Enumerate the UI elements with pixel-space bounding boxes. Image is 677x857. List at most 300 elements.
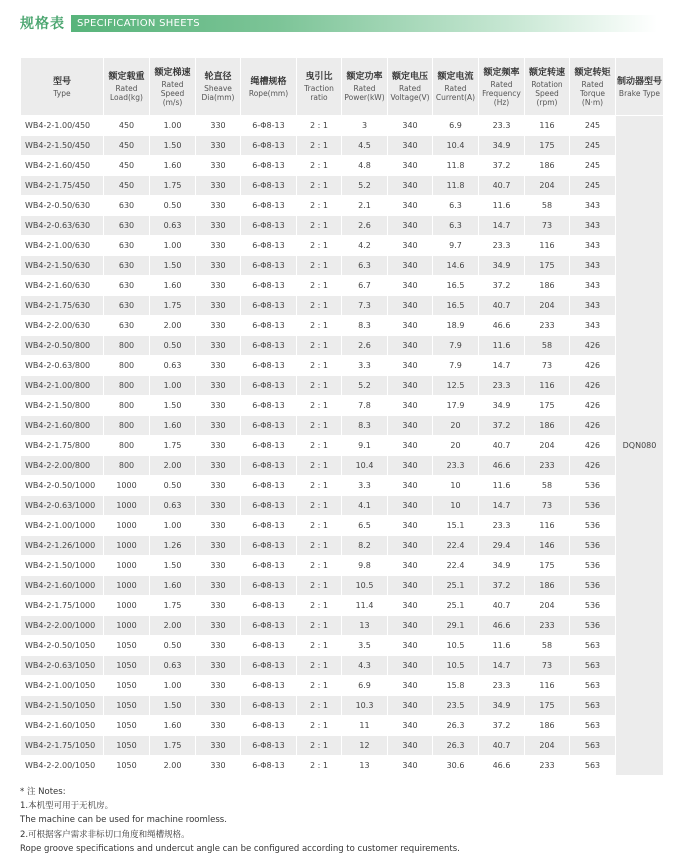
table-cell: 4.1 xyxy=(342,496,388,516)
table-cell: 330 xyxy=(196,656,241,676)
table-cell: 6-Φ8-13 xyxy=(241,196,297,216)
table-cell: 1.00 xyxy=(150,236,196,256)
table-cell: 2 : 1 xyxy=(297,256,342,276)
table-cell: 2 : 1 xyxy=(297,536,342,556)
table-cell: WB4-2-1.60/630 xyxy=(21,276,104,296)
table-row xyxy=(21,176,664,196)
table-cell: 23.5 xyxy=(433,696,479,716)
table-cell: 8.2 xyxy=(342,536,388,556)
table-row xyxy=(21,616,664,636)
table-cell: 58 xyxy=(525,636,570,656)
table-cell: 22.4 xyxy=(433,536,479,556)
table-cell: 1000 xyxy=(104,516,150,536)
table-cell: 1.50 xyxy=(150,396,196,416)
table-cell: 340 xyxy=(388,336,433,356)
table-cell: 116 xyxy=(525,516,570,536)
table-cell: 630 xyxy=(104,276,150,296)
table-cell: 340 xyxy=(388,576,433,596)
table-cell: 40.7 xyxy=(479,436,525,456)
table-cell: 800 xyxy=(104,436,150,456)
table-cell: 630 xyxy=(104,316,150,336)
table-cell: 40.7 xyxy=(479,296,525,316)
table-cell: 343 xyxy=(570,296,616,316)
table-cell: WB4-2-1.60/450 xyxy=(21,156,104,176)
spec-table xyxy=(20,57,664,776)
table-cell: 2 : 1 xyxy=(297,656,342,676)
table-cell: 330 xyxy=(196,336,241,356)
table-cell: 6.3 xyxy=(433,216,479,236)
table-cell: 11.6 xyxy=(479,636,525,656)
table-cell: 1000 xyxy=(104,576,150,596)
page-header xyxy=(20,10,657,36)
table-cell: 5.2 xyxy=(342,176,388,196)
table-cell: WB4-2-1.00/1000 xyxy=(21,516,104,536)
table-cell: 30.6 xyxy=(433,756,479,776)
table-cell: WB4-2-1.50/630 xyxy=(21,256,104,276)
table-cell: 1.75 xyxy=(150,596,196,616)
table-cell: 1.60 xyxy=(150,156,196,176)
table-cell: 340 xyxy=(388,136,433,156)
table-cell: 17.9 xyxy=(433,396,479,416)
table-cell: 6-Φ8-13 xyxy=(241,316,297,336)
table-cell: 536 xyxy=(570,536,616,556)
table-cell: 0.50 xyxy=(150,636,196,656)
table-cell: 330 xyxy=(196,596,241,616)
table-cell: 2 : 1 xyxy=(297,756,342,776)
table-cell: 1.60 xyxy=(150,576,196,596)
table-cell: 10.5 xyxy=(433,656,479,676)
table-cell: 330 xyxy=(196,376,241,396)
table-cell: 6-Φ8-13 xyxy=(241,156,297,176)
column-header xyxy=(241,58,297,116)
title-band xyxy=(71,15,657,32)
table-cell: 29.1 xyxy=(433,616,479,636)
column-header-cn: 轮直径 xyxy=(204,72,232,82)
table-cell: 46.6 xyxy=(479,456,525,476)
table-cell: 186 xyxy=(525,276,570,296)
table-cell: 7.9 xyxy=(433,356,479,376)
table-cell: 46.6 xyxy=(479,316,525,336)
table-cell: 340 xyxy=(388,436,433,456)
table-cell: 6-Φ8-13 xyxy=(241,416,297,436)
notes xyxy=(20,785,660,856)
table-row xyxy=(21,536,664,556)
table-cell: WB4-2-0.63/630 xyxy=(21,216,104,236)
table-cell: 73 xyxy=(525,356,570,376)
table-cell: 450 xyxy=(104,116,150,136)
table-cell: 12 xyxy=(342,736,388,756)
table-cell: 245 xyxy=(570,136,616,156)
table-cell: 450 xyxy=(104,136,150,156)
table-cell: WB4-2-1.75/800 xyxy=(21,436,104,456)
table-cell: 340 xyxy=(388,516,433,536)
table-row xyxy=(21,396,664,416)
table-cell: 343 xyxy=(570,196,616,216)
table-cell: 330 xyxy=(196,136,241,156)
table-cell: 330 xyxy=(196,756,241,776)
column-header-en: Rated Torque (N·m) xyxy=(580,79,605,107)
table-row xyxy=(21,356,664,376)
table-cell: 2 : 1 xyxy=(297,456,342,476)
table-cell: 1050 xyxy=(104,716,150,736)
table-cell: 330 xyxy=(196,236,241,256)
table-cell: 330 xyxy=(196,676,241,696)
table-row xyxy=(21,676,664,696)
column-header-cn: 制动器型号 xyxy=(617,76,663,87)
table-cell: 11.4 xyxy=(342,596,388,616)
table-cell: 58 xyxy=(525,476,570,496)
table-cell: 46.6 xyxy=(479,756,525,776)
table-cell: 2 : 1 xyxy=(297,396,342,416)
table-cell: 340 xyxy=(388,156,433,176)
table-cell: 426 xyxy=(570,436,616,456)
table-cell: 3.5 xyxy=(342,636,388,656)
column-header-en: Sheave Dia(mm) xyxy=(201,84,235,102)
table-cell: WB4-2-0.50/1050 xyxy=(21,636,104,656)
table-cell: 536 xyxy=(570,556,616,576)
table-row xyxy=(21,156,664,176)
table-cell: 6-Φ8-13 xyxy=(241,596,297,616)
table-cell: 6-Φ8-13 xyxy=(241,256,297,276)
table-cell: 800 xyxy=(104,356,150,376)
table-cell: 116 xyxy=(525,376,570,396)
brake-type-cell: DQN080 xyxy=(616,116,664,776)
column-header-cn: 额定转矩 xyxy=(574,67,611,78)
table-cell: 343 xyxy=(570,316,616,336)
table-cell: 23.3 xyxy=(479,236,525,256)
table-cell: 0.63 xyxy=(150,216,196,236)
table-cell: 1000 xyxy=(104,496,150,516)
table-cell: 330 xyxy=(196,476,241,496)
table-cell: 563 xyxy=(570,676,616,696)
table-cell: 1.50 xyxy=(150,256,196,276)
table-cell: 6-Φ8-13 xyxy=(241,696,297,716)
table-cell: 175 xyxy=(525,696,570,716)
table-cell: 11.8 xyxy=(433,176,479,196)
table-cell: 0.63 xyxy=(150,656,196,676)
table-cell: 116 xyxy=(525,236,570,256)
table-cell: 1050 xyxy=(104,696,150,716)
table-cell: 340 xyxy=(388,556,433,576)
column-header-cn: 额定电流 xyxy=(437,72,474,82)
column-header xyxy=(479,58,525,116)
table-cell: 343 xyxy=(570,256,616,276)
table-cell: 233 xyxy=(525,756,570,776)
column-header xyxy=(196,58,241,116)
table-cell: 6-Φ8-13 xyxy=(241,356,297,376)
table-cell: 14.7 xyxy=(479,656,525,676)
table-cell: 2 : 1 xyxy=(297,296,342,316)
table-cell: WB4-2-2.00/800 xyxy=(21,456,104,476)
table-row xyxy=(21,696,664,716)
table-cell: 11.8 xyxy=(433,156,479,176)
table-cell: 73 xyxy=(525,216,570,236)
table-cell: 6-Φ8-13 xyxy=(241,556,297,576)
table-cell: 340 xyxy=(388,376,433,396)
table-cell: 330 xyxy=(196,456,241,476)
table-row xyxy=(21,456,664,476)
table-cell: 630 xyxy=(104,236,150,256)
table-row xyxy=(21,516,664,536)
column-header xyxy=(21,58,104,116)
table-cell: 340 xyxy=(388,596,433,616)
table-cell: 340 xyxy=(388,536,433,556)
table-cell: 2 : 1 xyxy=(297,196,342,216)
table-cell: 2 : 1 xyxy=(297,416,342,436)
table-cell: 186 xyxy=(525,156,570,176)
table-cell: WB4-2-1.50/800 xyxy=(21,396,104,416)
table-cell: 11.6 xyxy=(479,336,525,356)
table-cell: 6-Φ8-13 xyxy=(241,676,297,696)
table-cell: 630 xyxy=(104,296,150,316)
table-cell: 2 : 1 xyxy=(297,276,342,296)
table-row xyxy=(21,296,664,316)
table-cell: 340 xyxy=(388,316,433,336)
column-header xyxy=(104,58,150,116)
table-cell: 29.4 xyxy=(479,536,525,556)
table-cell: 116 xyxy=(525,676,570,696)
table-cell: 0.50 xyxy=(150,476,196,496)
table-cell: 245 xyxy=(570,156,616,176)
table-cell: 6-Φ8-13 xyxy=(241,236,297,256)
table-cell: 2 : 1 xyxy=(297,716,342,736)
table-cell: 0.63 xyxy=(150,496,196,516)
table-cell: 2 : 1 xyxy=(297,136,342,156)
table-cell: 343 xyxy=(570,216,616,236)
table-cell: 800 xyxy=(104,376,150,396)
table-row xyxy=(21,556,664,576)
table-cell: 233 xyxy=(525,456,570,476)
table-cell: 0.63 xyxy=(150,356,196,376)
table-cell: 6-Φ8-13 xyxy=(241,616,297,636)
table-cell: 11.6 xyxy=(479,476,525,496)
table-cell: 58 xyxy=(525,336,570,356)
table-row xyxy=(21,116,664,136)
table-cell: 1000 xyxy=(104,616,150,636)
table-cell: 340 xyxy=(388,496,433,516)
table-cell: 1050 xyxy=(104,676,150,696)
table-cell: 9.1 xyxy=(342,436,388,456)
table-cell: 426 xyxy=(570,356,616,376)
table-cell: 330 xyxy=(196,176,241,196)
table-cell: 340 xyxy=(388,196,433,216)
table-cell: 6.5 xyxy=(342,516,388,536)
note-1-en: The machine can be used for machine roomless. xyxy=(20,815,227,826)
table-cell: 2 : 1 xyxy=(297,616,342,636)
table-cell: 1.60 xyxy=(150,416,196,436)
table-cell: 23.3 xyxy=(479,676,525,696)
table-cell: 2 : 1 xyxy=(297,736,342,756)
table-cell: 14.7 xyxy=(479,356,525,376)
table-cell: 343 xyxy=(570,236,616,256)
table-cell: 6-Φ8-13 xyxy=(241,176,297,196)
column-header-cn: 额定载重 xyxy=(108,72,145,82)
table-cell: 2 : 1 xyxy=(297,376,342,396)
table-cell: 2.6 xyxy=(342,336,388,356)
column-header-en: Rated Current(A) xyxy=(435,84,476,102)
table-row xyxy=(21,576,664,596)
page-title-cn: 规格表 xyxy=(20,16,65,32)
table-cell: 9.8 xyxy=(342,556,388,576)
table-cell: 20 xyxy=(433,416,479,436)
column-header-en: Rated Power(kW) xyxy=(344,84,385,102)
table-cell: 10.5 xyxy=(433,636,479,656)
table-cell: 563 xyxy=(570,716,616,736)
table-cell: 146 xyxy=(525,536,570,556)
table-cell: 0.50 xyxy=(150,196,196,216)
table-body xyxy=(21,116,664,776)
table-cell: 6-Φ8-13 xyxy=(241,476,297,496)
column-header-cn: 额定梯速 xyxy=(154,67,191,78)
table-header xyxy=(21,58,664,116)
table-cell: WB4-2-0.50/800 xyxy=(21,336,104,356)
table-cell: 330 xyxy=(196,296,241,316)
table-cell: WB4-2-1.60/800 xyxy=(21,416,104,436)
table-row xyxy=(21,236,664,256)
page-title-en: SPECIFICATION SHEETS xyxy=(77,17,200,29)
table-cell: 6-Φ8-13 xyxy=(241,756,297,776)
table-cell: 73 xyxy=(525,496,570,516)
column-header xyxy=(388,58,433,116)
table-cell: 245 xyxy=(570,176,616,196)
table-cell: 245 xyxy=(570,116,616,136)
table-cell: 2.00 xyxy=(150,456,196,476)
table-cell: WB4-2-1.00/450 xyxy=(21,116,104,136)
table-cell: 6-Φ8-13 xyxy=(241,136,297,156)
table-cell: 1.50 xyxy=(150,696,196,716)
table-cell: 1.00 xyxy=(150,116,196,136)
table-cell: 6-Φ8-13 xyxy=(241,516,297,536)
table-cell: 330 xyxy=(196,556,241,576)
table-cell: 6-Φ8-13 xyxy=(241,336,297,356)
table-cell: 1.00 xyxy=(150,676,196,696)
table-cell: 5.2 xyxy=(342,376,388,396)
table-cell: WB4-2-2.00/1050 xyxy=(21,756,104,776)
table-row xyxy=(21,276,664,296)
table-cell: 536 xyxy=(570,496,616,516)
table-cell: 330 xyxy=(196,736,241,756)
table-cell: 37.2 xyxy=(479,276,525,296)
table-cell: 73 xyxy=(525,656,570,676)
table-cell: 630 xyxy=(104,256,150,276)
table-cell: WB4-2-0.63/1050 xyxy=(21,656,104,676)
table-cell: 330 xyxy=(196,276,241,296)
table-cell: 1.00 xyxy=(150,516,196,536)
table-cell: 23.3 xyxy=(433,456,479,476)
table-cell: 4.3 xyxy=(342,656,388,676)
table-cell: 204 xyxy=(525,296,570,316)
table-cell: 7.8 xyxy=(342,396,388,416)
table-cell: 20 xyxy=(433,436,479,456)
table-cell: 186 xyxy=(525,576,570,596)
table-cell: 1050 xyxy=(104,656,150,676)
table-cell: 186 xyxy=(525,716,570,736)
table-row xyxy=(21,716,664,736)
table-cell: WB4-2-1.50/450 xyxy=(21,136,104,156)
table-row xyxy=(21,476,664,496)
column-header xyxy=(616,58,664,116)
table-cell: 37.2 xyxy=(479,716,525,736)
table-cell: 11 xyxy=(342,716,388,736)
table-cell: WB4-2-1.00/630 xyxy=(21,236,104,256)
table-cell: 2 : 1 xyxy=(297,636,342,656)
table-cell: 2 : 1 xyxy=(297,176,342,196)
column-header-cn: 曳引比 xyxy=(305,72,333,82)
notes-heading: * 注 Notes: xyxy=(20,787,66,797)
table-cell: 2 : 1 xyxy=(297,316,342,336)
table-cell: 37.2 xyxy=(479,576,525,596)
table-cell: 340 xyxy=(388,256,433,276)
table-cell: 330 xyxy=(196,316,241,336)
table-cell: 450 xyxy=(104,156,150,176)
table-cell: 2.6 xyxy=(342,216,388,236)
table-cell: 340 xyxy=(388,716,433,736)
table-cell: 330 xyxy=(196,416,241,436)
table-cell: 4.5 xyxy=(342,136,388,156)
table-cell: 204 xyxy=(525,436,570,456)
table-cell: 116 xyxy=(525,116,570,136)
column-header-en: Rope(mm) xyxy=(248,88,289,98)
column-header xyxy=(570,58,616,116)
table-cell: 1.75 xyxy=(150,296,196,316)
table-cell: 340 xyxy=(388,216,433,236)
table-row xyxy=(21,596,664,616)
column-header-cn: 额定频率 xyxy=(483,67,520,78)
table-cell: 10.4 xyxy=(342,456,388,476)
table-cell: 563 xyxy=(570,656,616,676)
table-cell: 2.1 xyxy=(342,196,388,216)
table-cell: 450 xyxy=(104,176,150,196)
table-cell: 10 xyxy=(433,496,479,516)
table-row xyxy=(21,756,664,776)
table-row xyxy=(21,496,664,516)
column-header-en: Rated Load(kg) xyxy=(110,84,143,102)
table-cell: 2 : 1 xyxy=(297,596,342,616)
table-cell: 25.1 xyxy=(433,596,479,616)
table-cell: 2.00 xyxy=(150,756,196,776)
table-row xyxy=(21,216,664,236)
table-cell: 204 xyxy=(525,736,570,756)
table-cell: 563 xyxy=(570,636,616,656)
table-cell: 0.50 xyxy=(150,336,196,356)
table-cell: 330 xyxy=(196,356,241,376)
table-cell: 34.9 xyxy=(479,136,525,156)
table-cell: 330 xyxy=(196,496,241,516)
table-row xyxy=(21,196,664,216)
table-cell: 175 xyxy=(525,556,570,576)
table-cell: 25.1 xyxy=(433,576,479,596)
table-cell: 4.8 xyxy=(342,156,388,176)
table-cell: WB4-2-1.75/1050 xyxy=(21,736,104,756)
table-cell: 340 xyxy=(388,476,433,496)
table-cell: 2.00 xyxy=(150,616,196,636)
table-cell: 10.4 xyxy=(433,136,479,156)
table-cell: 2.00 xyxy=(150,316,196,336)
table-row xyxy=(21,136,664,156)
column-header xyxy=(433,58,479,116)
table-cell: WB4-2-1.75/450 xyxy=(21,176,104,196)
table-cell: 340 xyxy=(388,356,433,376)
table-cell: 330 xyxy=(196,636,241,656)
table-cell: 800 xyxy=(104,396,150,416)
table-cell: 12.5 xyxy=(433,376,479,396)
table-cell: WB4-2-1.60/1050 xyxy=(21,716,104,736)
table-cell: 6.9 xyxy=(342,676,388,696)
table-cell: 6.3 xyxy=(342,256,388,276)
table-cell: 23.3 xyxy=(479,376,525,396)
table-cell: 58 xyxy=(525,196,570,216)
table-cell: 1000 xyxy=(104,556,150,576)
